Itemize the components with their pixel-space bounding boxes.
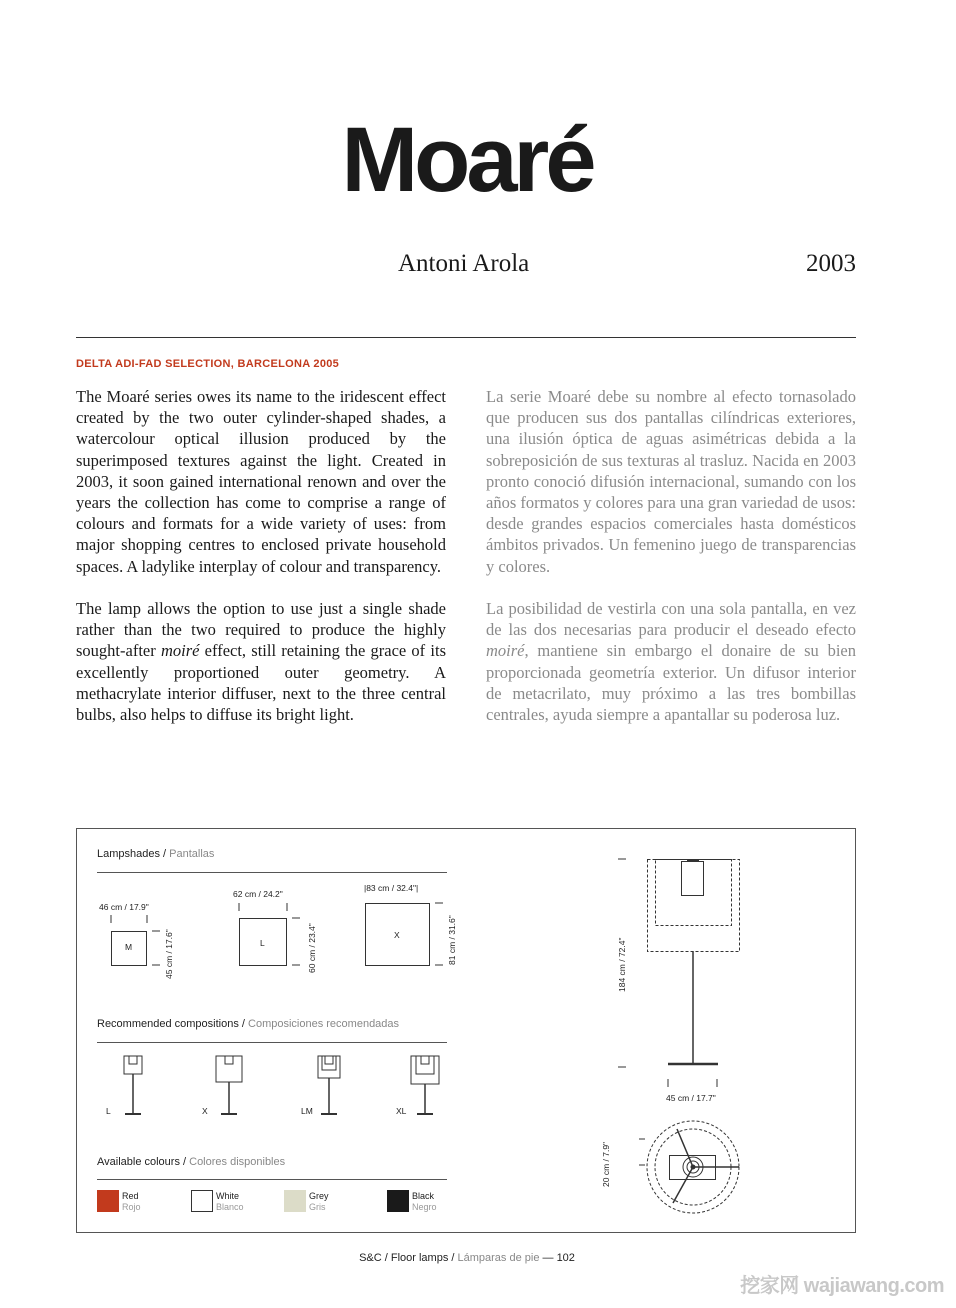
colour-name-es: Negro xyxy=(412,1202,437,1212)
compositions-heading xyxy=(97,1018,399,1030)
specifications-panel xyxy=(76,828,856,1233)
design-year: 2003 xyxy=(806,250,856,277)
composition-l-label: L xyxy=(106,1106,111,1116)
colours-heading xyxy=(97,1156,285,1168)
shade-m-width: 46 cm / 17.9" xyxy=(99,902,149,912)
text-fragment: , mantiene sin embargo el donaire de su bien proporcionada geometría exterior. Un difusor interior de metacrilato, muy próximo a las tres bombillas centrales, ayuda siempre a apantallar su poderosa luz. xyxy=(486,641,856,725)
base-width-dimension xyxy=(662,1078,722,1090)
english-paragraph-1: The Moaré series owes its name to the iridescent effect created by the two outer cylinder-shaped shades, a watercolour optical illusion produced by the superimposed textures against the light. Created in 2003, it soon gained international renown and over the years the collection has come to comprise a range of colours and formats for a wide variety of uses: from major shopping centres to enclosed private household spaces. A ladylike interplay of colour and transparency. xyxy=(76,387,446,576)
designer-name: Antoni Arola xyxy=(398,250,530,277)
section-divider xyxy=(97,872,447,873)
shade-m-height: 45 cm / 17.6" xyxy=(164,929,174,979)
shade-l-diagram xyxy=(227,901,317,971)
text-fragment: effect, still retaining the grace of its excellently proportioned outer geometry. A methacrylate interior diffuser, next to the three central bulbs, also helps to diffuse its bright light. xyxy=(76,641,446,725)
shade-x-height: 81 cm / 31.6" xyxy=(447,915,457,965)
text-fragment: La posibilidad de vestirla con una sola pantalla, en vez de las dos necesarias para producir el deseado efecto xyxy=(486,599,856,640)
colour-swatch-red xyxy=(97,1190,119,1212)
award-label: DELTA ADI-FAD SELECTION, BARCELONA 2005 xyxy=(76,358,340,370)
text-fragment: The lamp allows the option to use just a single shade rather than the two required to produce the highly sought-after xyxy=(76,599,446,661)
base-width-label: 45 cm / 17.7" xyxy=(666,1093,716,1103)
emphasis-term: moiré xyxy=(486,641,525,661)
heading-es: Colores disponibles xyxy=(189,1156,286,1168)
colour-name: Red xyxy=(122,1191,139,1201)
section-divider xyxy=(97,1042,447,1043)
colour-name-es: Blanco xyxy=(216,1202,244,1212)
colour-label-black xyxy=(412,1191,437,1213)
english-paragraph-2 xyxy=(76,598,446,725)
lamp-top-view xyxy=(637,1117,757,1227)
colour-name-es: Rojo xyxy=(122,1202,141,1212)
header-divider xyxy=(76,337,856,338)
heading-en: Recommended compositions / xyxy=(97,1018,249,1030)
page-number: — 102 xyxy=(539,1252,575,1264)
colour-swatch-grey xyxy=(284,1190,306,1212)
base-height-label: 20 cm / 7.9" xyxy=(601,1141,611,1187)
colour-label-white xyxy=(216,1191,244,1213)
spanish-description xyxy=(486,386,856,746)
spanish-paragraph-2 xyxy=(486,598,856,725)
composition-x-label: X xyxy=(202,1106,208,1116)
heading-en: Available colours / xyxy=(97,1156,190,1168)
heading-en: Lampshades / xyxy=(97,848,170,860)
colour-swatch-black xyxy=(387,1190,409,1212)
colour-label-red xyxy=(122,1191,141,1213)
shade-l-code: L xyxy=(260,938,265,948)
compositions-diagram xyxy=(97,1051,447,1121)
page-title: Moaré xyxy=(341,109,593,211)
floor-lamp-elevation xyxy=(607,849,767,1079)
section-divider xyxy=(97,1179,447,1180)
colour-name: Grey xyxy=(309,1191,329,1201)
footer-section-es: Lámparas de pie xyxy=(457,1252,540,1264)
heading-es: Pantallas xyxy=(169,848,215,860)
colour-name: Black xyxy=(412,1191,435,1201)
shade-x-code: X xyxy=(394,930,400,940)
colour-label-grey xyxy=(309,1191,329,1213)
lampshades-heading xyxy=(97,848,214,860)
colour-name-es: Gris xyxy=(309,1202,326,1212)
colour-name: White xyxy=(216,1191,240,1201)
shade-l-height: 60 cm / 23.4" xyxy=(307,923,317,973)
colour-swatch-white xyxy=(191,1190,213,1212)
spanish-paragraph-1: La serie Moaré debe su nombre al efecto tornasolado que producen sus dos pantallas cilíndricas exteriores, una ilusión óptica de aguas asimétricas debida a la sobreposición de sus texturas al trasluz. Nacida en 2003 pronto conoció difusión internacional, sumando con los años formatos y colores para una gran variedad de usos: desde grandes espacios comerciales hasta domésticos ámbitos privados. Un femenino juego de transparencias y colores. xyxy=(486,387,856,576)
heading-es: Composiciones recomendadas xyxy=(248,1018,400,1030)
footer-section: S&C / Floor lamps / xyxy=(359,1252,458,1264)
emphasis-term: moiré xyxy=(160,641,200,661)
page-footer xyxy=(0,1252,934,1264)
watermark: 挖家网 wajiawang.com xyxy=(740,1275,944,1297)
shade-x-width: |83 cm / 32.4"| xyxy=(364,883,419,893)
english-description xyxy=(76,386,446,746)
composition-xl-label: XL xyxy=(396,1106,407,1116)
shade-l-width: 62 cm / 24.2" xyxy=(233,889,283,899)
composition-lm-label: LM xyxy=(301,1106,313,1116)
shade-m-code: M xyxy=(125,942,133,952)
shade-x-diagram xyxy=(359,897,459,973)
lamp-height-label: 184 cm / 72.4" xyxy=(617,937,627,992)
